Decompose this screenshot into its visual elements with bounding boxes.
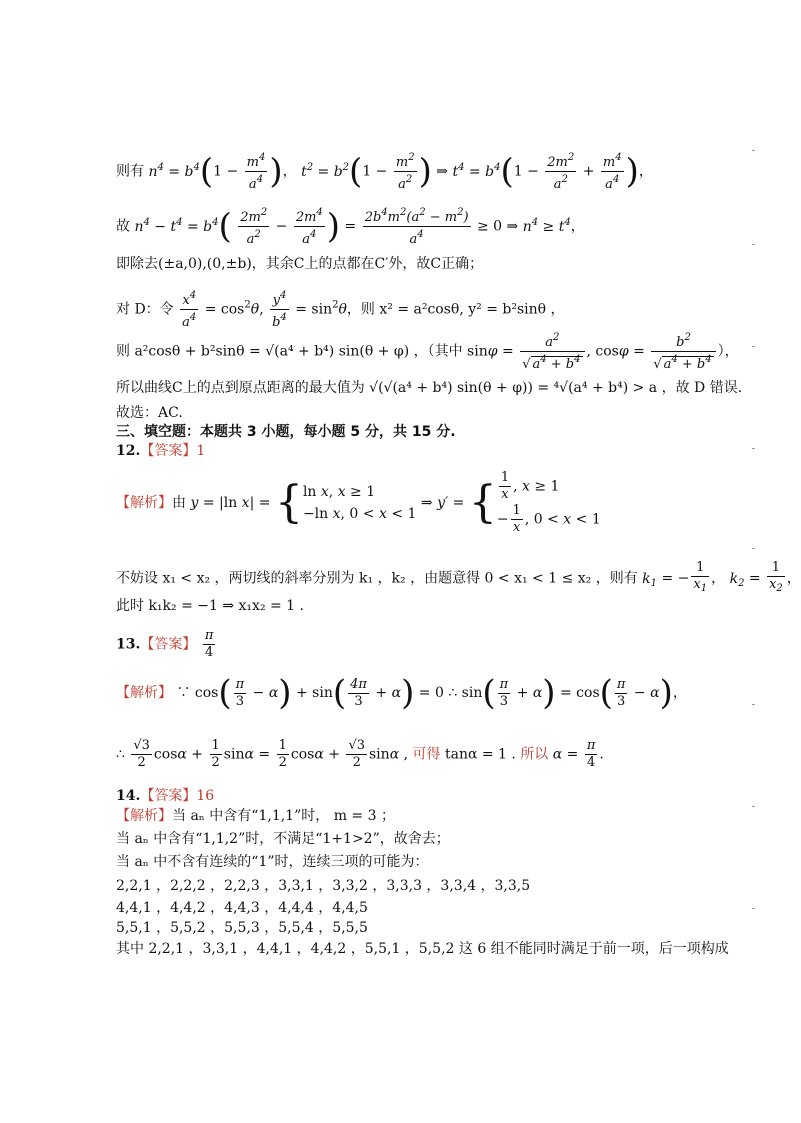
q14-list-3: 5,5,1 ，5,5,2 ，5,5,3 ，5,5,4 ，5,5,5 bbox=[116, 920, 368, 936]
q14-last-line: 其中 2,2,1 ，3,3,1 ，4,4,1 ，4,4,2 ，5,5,1 ，5,5,2 这 6 组不能同时满足于前一项，后一项构成 bbox=[116, 941, 729, 957]
q12-line-3: 此时 k₁k₂ = −1 ⇒ x₁x₂ = 1 . bbox=[116, 598, 304, 614]
margin-mark bbox=[752, 908, 755, 909]
margin-mark bbox=[752, 448, 755, 449]
text-mid: ，则 x² = a²cosθ, y² = b²sinθ ， bbox=[346, 301, 565, 318]
margin-mark bbox=[752, 244, 755, 245]
answer-label: 【答案】 bbox=[140, 788, 197, 804]
q14-line-3: 当 aₙ 中不含有连续的“1”时，连续三项的可能为： bbox=[116, 854, 429, 870]
analysis-label: 【解析】 bbox=[116, 808, 172, 824]
text-line-3: 即除去(±a,0),(0,±b)，其余C上的点都在C′外，故C正确； bbox=[116, 256, 484, 272]
question-number: 12. bbox=[116, 443, 141, 459]
tan-text: tanα = 1 . bbox=[444, 746, 516, 763]
equation-line-1: 则有 $n^4 = b^4(1$ − $\frac{m^4}{a^4}$ )， $t^2 = b^2(1$ − $\frac{m^2}{a^2}$ ) ⇒ $t^4 = b^4(1$ − $\frac{2m^2}{a^2}$ + $\frac{m^4}{a^4}$ )， bbox=[116, 151, 653, 192]
text-line-6: 所以曲线C上的点到原点距离的最大值为 √(√(a⁴ + b⁴) sin(θ + φ)) = ⁴√(a⁴ + b⁴) > a ，故 D 错误. bbox=[116, 380, 743, 396]
q13-analysis-line: 【解析】 ∵ cos( $\frac{\pi}{3}$ − α) + sin( $\frac{4\pi}{3}$ + α) = 0 ∴ sin( $\frac{\pi}{3}$ + α) = cos( $\frac{\pi}{3}$ − α)， bbox=[116, 673, 687, 713]
analysis-label: 【解析】 bbox=[116, 495, 172, 511]
q14-text: 当 aₙ 中含有“1,1,1”时， m = 3 ； bbox=[172, 808, 395, 824]
q14-list-2: 4,4,1 ，4,4,2 ，4,4,3 ，4,4,4 ，4,4,5 bbox=[116, 900, 368, 916]
equation-line-2: 故 $n^4 - t^4 = b^4$( $\frac{2m^2}{a^2}$ − $\frac{2m^4}{a^4}$ ) = $\frac{2b^4m^2(a^2 - m^2)}{a^4}$ ≥ 0 ⇒ $n^4 \ge t^4$， bbox=[116, 206, 585, 247]
q14-list-1: 2,2,1 ，2,2,2 ，2,2,3 ，3,3,1 ，3,3,2 ，3,3,3 ，3,3,4 ，3,3,5 bbox=[116, 878, 531, 894]
text-prefix: 对 D：令 bbox=[116, 301, 174, 318]
answer-value: 1 bbox=[196, 443, 206, 459]
q12-text: 不妨设 x₁ < x₂ ，两切线的斜率分别为 k₁ ，k₂ ，由题意得 0 < x₁ < 1 ≤ x₂ ，则有 bbox=[116, 570, 638, 587]
red-text: 所以 bbox=[520, 746, 549, 763]
text-prefix: 则有 bbox=[116, 163, 144, 180]
text-prefix: 则 a²cosθ + b²sinθ = √(a⁴ + b⁴) sin(θ + φ) ，（其中 bbox=[116, 343, 463, 360]
margin-mark bbox=[752, 548, 755, 549]
q14-line-1 bbox=[116, 806, 395, 826]
section-heading: 三、填空题：本题共 3 小题，每小题 5 分，共 15 分. bbox=[116, 424, 456, 440]
analysis-text: 由 bbox=[172, 495, 186, 511]
q13-answer-line: 13.【答案】 $\frac{\pi}{4}$ bbox=[116, 628, 214, 660]
margin-mark bbox=[752, 806, 755, 807]
text-line-7: 故选：AC. bbox=[116, 405, 183, 421]
answer-value: 16 bbox=[196, 788, 215, 804]
question-number: 14. bbox=[116, 788, 141, 804]
red-text: 可得 bbox=[412, 746, 441, 763]
margin-mark bbox=[752, 704, 755, 705]
answer-label: 【答案】 bbox=[140, 443, 197, 459]
margin-mark bbox=[752, 150, 755, 151]
equation-line-4: 对 D：令 $\frac{x^4}{a^4}$ = $\cos^2\theta$, $\frac{y^4}{b^4}$ = $\sin^2\theta$，则 x² = a²cosθ, y² = b²sinθ ， bbox=[116, 290, 565, 330]
text-prefix: 故 bbox=[116, 218, 130, 235]
q14-answer-line bbox=[116, 786, 214, 806]
q14-line-2: 当 aₙ 中含有“1,1,2”时，不满足“1+1>2”，故舍去； bbox=[116, 831, 450, 847]
q12-answer-line bbox=[116, 441, 205, 461]
margin-mark bbox=[752, 346, 755, 347]
q13-line-2: ∴ $\frac{√3}{2}$ cosα + $\frac{1}{2}$ sinα = $\frac{1}{2}$ cosα + $\frac{√3}{2}$ sinα , 可得 tanα = 1 . 所以 α = $\frac{\pi}{4}$ . bbox=[116, 738, 604, 770]
q12-analysis-line: 【解析】由 y = |ln x| = { ln x, x ≥ 1 −ln x, 0 < x < 1 ⇒ y′ = { $\frac{1}{x}$ , x ≥ 1 − $\frac{1}{x}$ , 0 < x < 1 bbox=[116, 470, 601, 535]
equation-line-5: 则 a²cosθ + b²sinθ = √(a⁴ + b⁴) sin(θ + φ) ，（其中 sinφ = $\frac{a^2}{√ a^4 + b^4}$ , cosφ = $\frac{b^2}{√ a^4 + b^4}$ ）， bbox=[116, 332, 739, 372]
text-suffix: ）， bbox=[717, 343, 739, 360]
answer-label: 【答案】 bbox=[140, 636, 197, 653]
question-number: 13. bbox=[116, 636, 141, 653]
analysis-label: 【解析】 bbox=[116, 685, 172, 701]
q12-line-2: 不妨设 x₁ < x₂ ，两切线的斜率分别为 k₁ ，k₂ ，由题意得 0 < x₁ < 1 ≤ x₂ ，则有 $k_1$ = − $\frac{1}{x_1}$ ， $k_2$ = $\frac{1}{x_2}$ ， bbox=[116, 560, 801, 594]
